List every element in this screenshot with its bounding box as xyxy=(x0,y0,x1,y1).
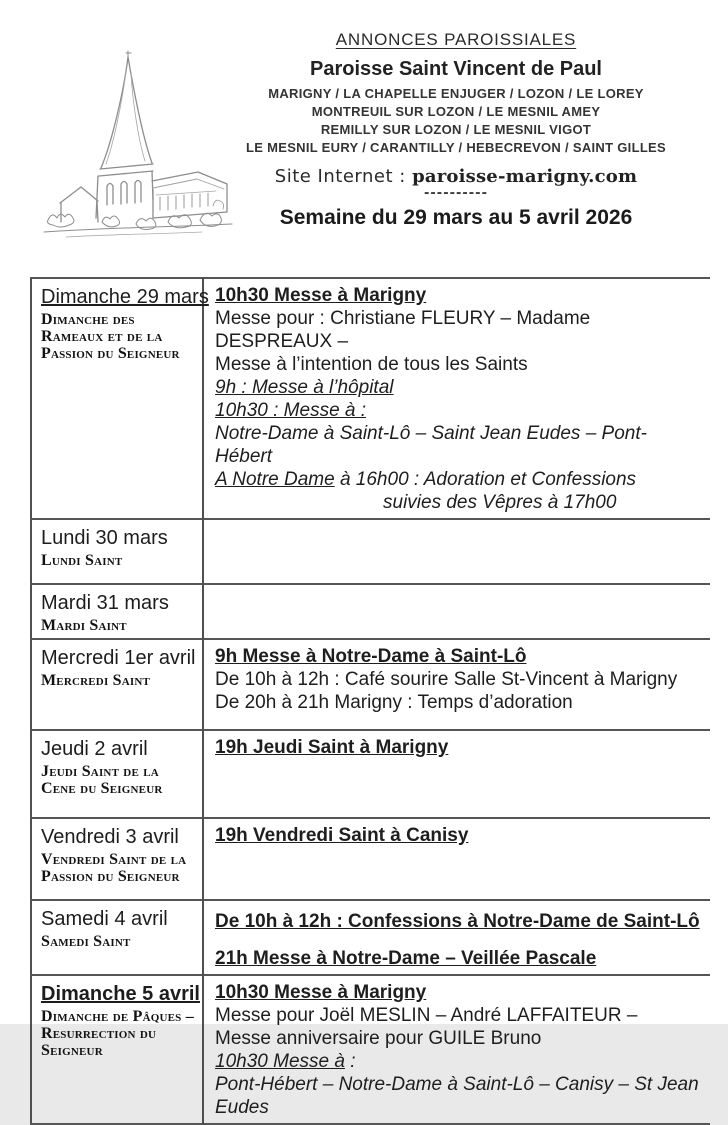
day-date: Lundi 30 mars xyxy=(41,527,168,549)
day-subtitle: Mardi Saint xyxy=(41,617,127,634)
schedule-row xyxy=(31,278,710,519)
event-line xyxy=(215,468,702,491)
parish-places xyxy=(228,85,684,157)
day-cell xyxy=(31,900,203,975)
event-line: 9h : Messe à l’hôpital xyxy=(215,377,394,398)
event-line: De 20h à 21h Marigny : Temps d’adoration xyxy=(215,692,573,713)
event-line: De 10h à 12h : Café sourire Salle St-Vincent à Marigny xyxy=(215,669,678,690)
church-sketch-icon xyxy=(40,50,236,242)
day-subtitle: Dimanche de Pâques – Resurrection du Seigneur xyxy=(41,1008,194,1059)
event-line: 10h30 Messe à Marigny xyxy=(215,982,427,1003)
events-cell xyxy=(203,278,710,519)
schedule-row xyxy=(31,818,710,900)
day-date: Mercredi 1er avril xyxy=(41,647,196,669)
event-line-rest: : xyxy=(344,1051,356,1072)
schedule-row xyxy=(31,519,710,584)
day-date: Samedi 4 avril xyxy=(41,908,168,930)
event-line: Messe anniversaire pour GUILE Bruno xyxy=(215,1028,542,1049)
day-subtitle: Lundi Saint xyxy=(41,552,123,569)
events-cell xyxy=(203,639,710,730)
schedule-row xyxy=(31,975,710,1124)
day-cell xyxy=(31,639,203,730)
event-line: 21h Messe à Notre-Dame – Veillée Pascale xyxy=(215,948,597,969)
event-line: Messe pour : Christiane FLEURY – Madame DESPREAUX – xyxy=(215,308,591,352)
schedule-row xyxy=(31,730,710,818)
event-line: Messe à l’intention de tous les Saints xyxy=(215,354,528,375)
page-title: ANNONCES PAROISSIALES xyxy=(335,30,577,49)
schedule-row xyxy=(31,900,710,975)
schedule-row xyxy=(31,639,710,730)
day-cell xyxy=(31,584,203,639)
day-date: Mardi 31 mars xyxy=(41,592,169,614)
bulletin-header xyxy=(228,30,684,230)
events-cell xyxy=(203,519,710,584)
parish-places-line: MARIGNY / LA CHAPELLE ENJUGER / LOZON / LE LOREY xyxy=(268,86,644,101)
parish-places-line: LE MESNIL EURY / CARANTILLY / HEBECREVON / SAINT GILLES xyxy=(245,140,667,155)
event-line: Pont-Hébert – Notre-Dame à Saint-Lô – Canisy – St Jean Eudes xyxy=(215,1074,699,1118)
website-label: Site Internet : xyxy=(274,166,406,187)
events-cell xyxy=(203,975,710,1124)
day-date: Dimanche 5 avril xyxy=(41,983,200,1005)
day-subtitle: Samedi Saint xyxy=(41,933,131,950)
day-cell xyxy=(31,519,203,584)
day-cell xyxy=(31,818,203,900)
events-cell xyxy=(203,900,710,975)
website-line xyxy=(228,166,684,188)
events-cell xyxy=(203,584,710,639)
event-line: 19h Vendredi Saint à Canisy xyxy=(215,825,469,846)
event-line: De 10h à 12h : Confessions à Notre-Dame de Saint-Lô xyxy=(215,911,700,932)
day-cell xyxy=(31,278,209,519)
day-cell xyxy=(31,975,203,1124)
day-date: Jeudi 2 avril xyxy=(41,738,148,760)
day-date: Vendredi 3 avril xyxy=(41,826,179,848)
event-line-underlined-part: 10h30 Messe à xyxy=(215,1051,345,1072)
event-line: Messe pour Joël MESLIN – André LAFFAITEUR – xyxy=(215,1005,638,1026)
event-line: 19h Jeudi Saint à Marigny xyxy=(215,737,449,758)
schedule-body xyxy=(31,278,710,1124)
events-cell xyxy=(203,730,710,818)
separator-dashes: ---------- xyxy=(424,186,488,201)
event-line xyxy=(215,1050,702,1073)
week-title: Semaine du 29 mars au 5 avril 2026 xyxy=(279,206,633,229)
day-subtitle: Vendredi Saint de la Passion du Seigneur xyxy=(41,851,187,885)
parish-places-line: REMILLY SUR LOZON / LE MESNIL VIGOT xyxy=(320,122,592,137)
day-subtitle: Dimanche des Rameaux et de la Passion du Seigneur xyxy=(41,311,180,362)
events-cell xyxy=(203,818,710,900)
day-cell xyxy=(31,730,203,818)
schedule-row xyxy=(31,584,710,639)
parish-name: Paroisse Saint Vincent de Paul xyxy=(310,58,602,80)
schedule-table xyxy=(30,277,710,1125)
event-line: 9h Messe à Notre-Dame à Saint-Lô xyxy=(215,646,527,667)
event-line: suivies des Vêpres à 17h00 xyxy=(383,492,617,513)
event-line: 10h30 : Messe à : xyxy=(215,400,367,421)
event-line-rest: à 16h00 : Adoration et Confessions xyxy=(334,469,637,490)
day-subtitle: Jeudi Saint de la Cene du Seigneur xyxy=(41,763,163,797)
event-line-underlined-part: A Notre Dame xyxy=(215,469,335,490)
website-url: paroisse-marigny.com xyxy=(412,166,638,187)
event-line: 10h30 Messe à Marigny xyxy=(215,285,427,306)
event-line: Notre-Dame à Saint-Lô – Saint Jean Eudes – Pont-Hébert xyxy=(215,423,647,467)
day-date: Dimanche 29 mars xyxy=(41,286,209,308)
parish-places-line: MONTREUIL SUR LOZON / LE MESNIL AMEY xyxy=(311,104,601,119)
day-subtitle: Mercredi Saint xyxy=(41,672,151,689)
